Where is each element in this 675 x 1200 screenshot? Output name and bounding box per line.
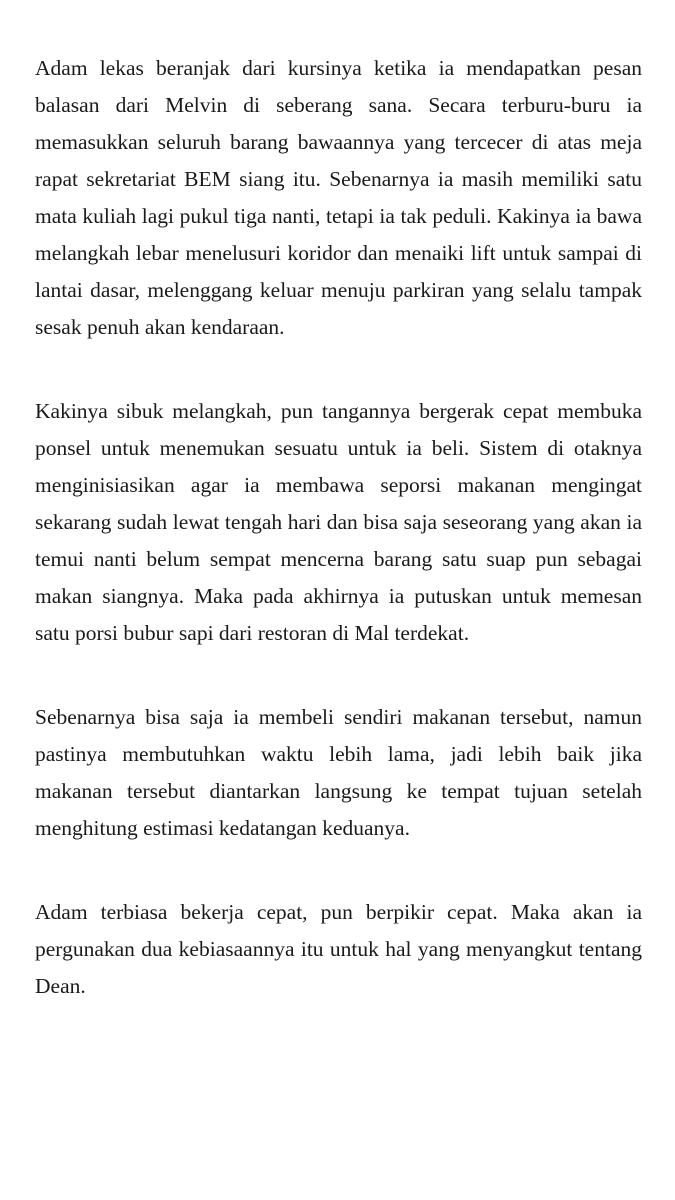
paragraph-3: Sebenarnya bisa saja ia membeli sendiri makanan tersebut, namun pastinya membutuhkan waktu lebih lama, jadi lebih baik jika makanan tersebut diantarkan langsung ke tempat tujuan setelah menghitung estimasi kedatangan keduanya.: [35, 705, 642, 840]
paragraph-2: Kakinya sibuk melangkah, pun tangannya bergerak cepat membuka ponsel untuk menemukan sesuatu untuk ia beli. Sistem di otaknya menginisiasikan agar ia membawa seporsi makanan mengingat sekarang sudah lewat tengah hari dan bisa saja seseorang yang akan ia temui nanti belum sempat mencerna barang satu suap pun sebagai makan siangnya. Maka pada akhirnya ia putuskan untuk memesan satu porsi bubur sapi dari restoran di Mal terdekat.: [35, 399, 642, 645]
paragraph-4: Adam terbiasa bekerja cepat, pun berpikir cepat. Maka akan ia pergunakan dua kebiasaannya itu untuk hal yang menyangkut tentang Dean.: [35, 900, 642, 998]
paragraph-1: Adam lekas beranjak dari kursinya ketika ia mendapatkan pesan balasan dari Melvin di seberang sana. Secara terburu-buru ia memasukkan seluruh barang bawaannya yang tercecer di atas meja rapat sekretariat BEM siang itu. Sebenarnya ia masih memiliki satu mata kuliah lagi pukul tiga nanti, tetapi ia tak peduli. Kakinya ia bawa melangkah lebar menelusuri koridor dan menaiki lift untuk sampai di lantai dasar, melenggang keluar menuju parkiran yang selalu tampak sesak penuh akan kendaraan.: [35, 56, 642, 339]
document-page: [35, 50, 642, 1005]
